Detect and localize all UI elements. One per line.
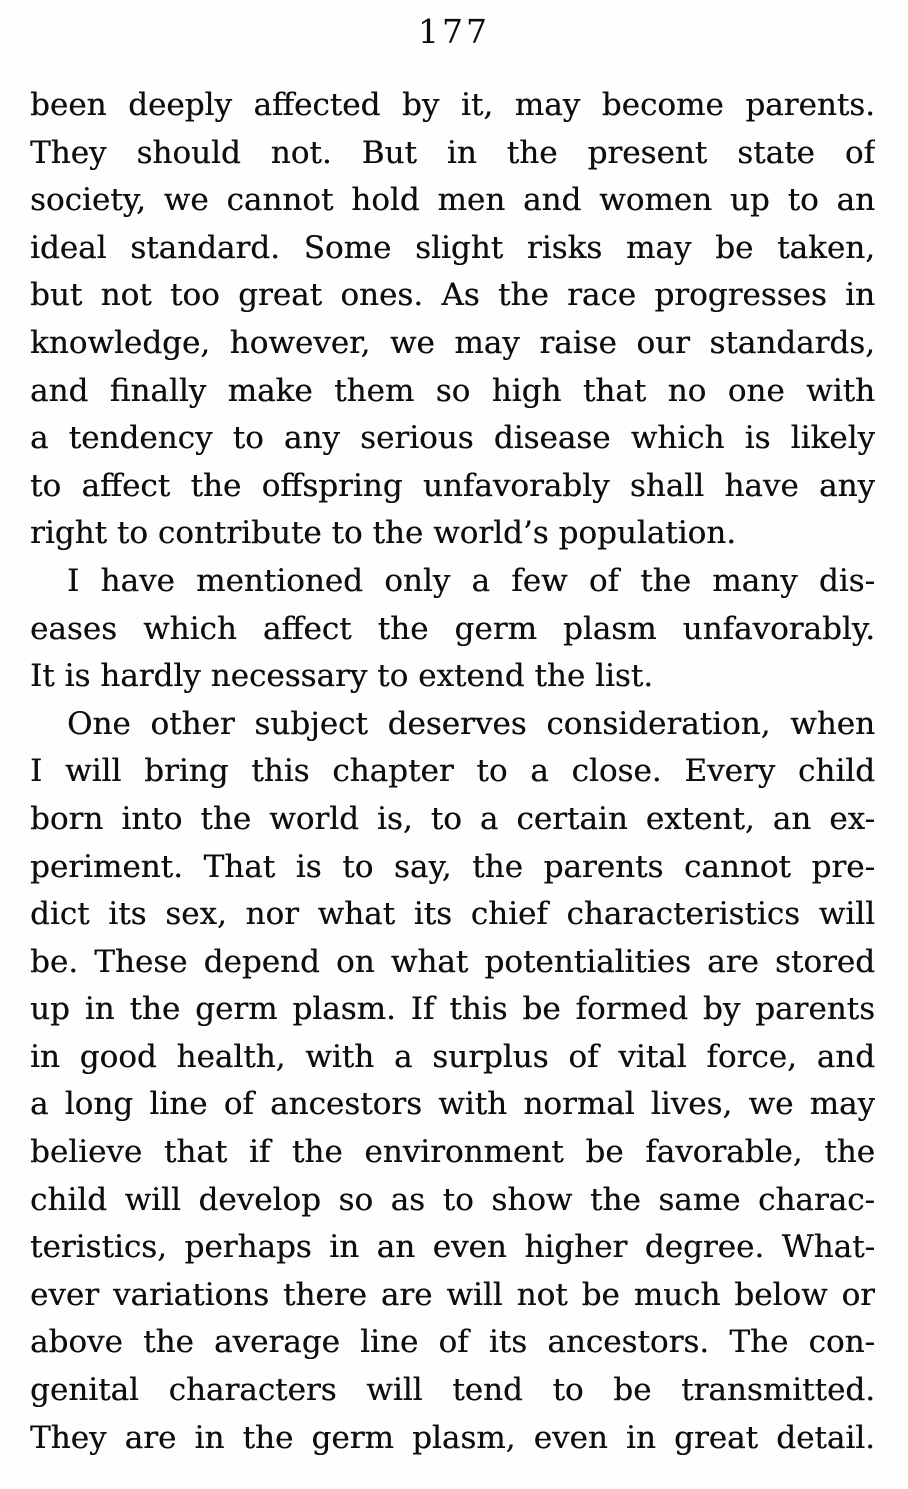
page-number: 177 <box>418 12 490 51</box>
text-line: dict its sex, nor what its chief characteristics will <box>30 896 875 933</box>
text-line: but not too great ones. As the race progresses in <box>30 277 875 314</box>
text-line: knowledge, however, we may raise our standards, <box>30 324 875 361</box>
text-line: child will develop so as to show the same charac- <box>30 1181 875 1218</box>
text-line: I have mentioned only a few of the many dis- <box>67 562 875 599</box>
text-line: teristics, perhaps in an even higher degree. What- <box>30 1229 875 1266</box>
text-line: believe that if the environment be favorable, the <box>30 1134 875 1171</box>
text-line: be. These depend on what potentialities are stored <box>30 943 875 980</box>
text-line: I will bring this chapter to a close. Every child <box>30 753 875 790</box>
text-line: in good health, with a surplus of vital force, and <box>30 1038 875 1075</box>
page-body <box>30 82 875 1462</box>
text-line: ideal standard. Some slight risks may be taken, <box>30 229 875 266</box>
text-line: society, we cannot hold men and women up to an <box>30 182 875 219</box>
text-line: It is hardly necessary to extend the list. <box>30 658 654 695</box>
text-line: They should not. But in the present state of <box>30 134 875 171</box>
text-line: genital characters will tend to be transmitted. <box>30 1372 875 1409</box>
text-line: They are in the germ plasm, even in great detail. <box>30 1419 875 1456</box>
text-line: born into the world is, to a certain extent, an ex- <box>30 800 875 837</box>
text-line: ever variations there are will not be much below or <box>30 1276 875 1313</box>
text-line: right to contribute to the world’s population. <box>30 515 737 552</box>
text-line: been deeply affected by it, may become parents. <box>30 87 875 123</box>
text-line: a tendency to any serious disease which is likely <box>30 420 875 457</box>
text-line: a long line of ancestors with normal lives, we may <box>30 1086 875 1123</box>
text-line: to affect the offspring unfavorably shall have any <box>30 467 875 504</box>
text-line: above the average line of its ancestors. The con- <box>30 1324 875 1361</box>
text-line: and finally make them so high that no one with <box>30 372 875 409</box>
text-line: One other subject deserves consideration, when <box>67 705 875 742</box>
text-line: periment. That is to say, the parents cannot pre- <box>30 848 875 885</box>
text-line: eases which affect the germ plasm unfavorably. <box>30 610 875 647</box>
text-line: up in the germ plasm. If this be formed by parents <box>30 991 875 1028</box>
